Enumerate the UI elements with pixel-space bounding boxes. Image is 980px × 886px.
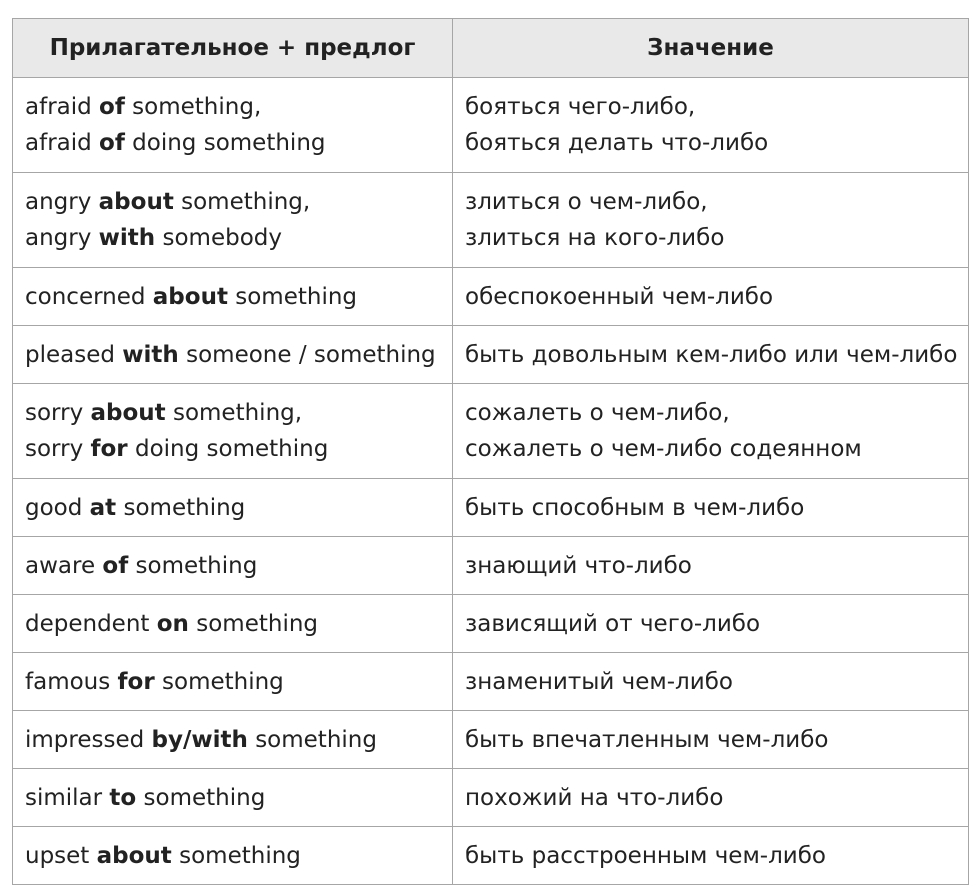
- phrase-text: good: [25, 494, 90, 521]
- meaning-line: быть расстроенным чем-либо: [465, 842, 827, 869]
- phrase-line: [25, 220, 440, 256]
- meaning-line: быть довольным кем-либо или чем-либо: [465, 341, 958, 368]
- phrase-text: something: [227, 283, 358, 310]
- preposition: by/with: [151, 726, 248, 753]
- table-row: [13, 384, 969, 479]
- phrase-cell: [13, 769, 453, 827]
- phrase-line: [25, 184, 440, 220]
- table-row: [13, 595, 969, 653]
- preposition: about: [90, 400, 166, 426]
- preposition: about: [152, 283, 228, 310]
- meaning-line: злиться о чем-либо,: [465, 189, 708, 215]
- phrase-text: similar: [25, 784, 110, 811]
- phrase-line: [25, 722, 440, 758]
- phrase-text: dependent: [25, 610, 157, 637]
- phrase-text: impressed: [25, 726, 152, 753]
- table-row: [13, 653, 969, 711]
- header-adjective-preposition: Прилагательное + предлог: [13, 19, 453, 78]
- meaning-line: зависящий от чего-либо: [465, 610, 761, 637]
- preposition: of: [99, 94, 125, 120]
- phrase-line: [25, 279, 440, 315]
- meaning-cell: [453, 268, 969, 326]
- phrase-text: doing something: [127, 436, 329, 462]
- phrase-text: aware: [25, 552, 103, 579]
- phrase-text: angry: [25, 189, 99, 215]
- phrase-cell: [13, 537, 453, 595]
- header-row: [13, 19, 969, 78]
- preposition: about: [98, 189, 174, 215]
- phrase-line: [25, 395, 440, 431]
- preposition: for: [90, 436, 128, 462]
- phrase-text: angry: [25, 225, 99, 251]
- meaning-cell: [453, 384, 969, 479]
- meaning-cell: [453, 326, 969, 384]
- table-row: [13, 827, 969, 885]
- table-row: [13, 769, 969, 827]
- phrase-line: [25, 548, 440, 584]
- meaning-line: сожалеть о чем-либо содеянном: [465, 436, 862, 462]
- table-container: [12, 18, 968, 885]
- meaning-line: сожалеть о чем-либо,: [465, 400, 730, 426]
- meaning-line: знаменитый чем-либо: [465, 668, 733, 695]
- meaning-line: быть впечатленным чем-либо: [465, 726, 829, 753]
- meaning-line: быть способным в чем-либо: [465, 494, 805, 521]
- phrase-line: [25, 431, 440, 467]
- meaning-line: похожий на что-либо: [465, 784, 724, 811]
- table-body: [13, 78, 969, 885]
- meaning-cell: [453, 827, 969, 885]
- table-row: [13, 479, 969, 537]
- meaning-cell: [453, 479, 969, 537]
- phrase-text: sorry: [25, 436, 91, 462]
- phrase-text: afraid: [25, 94, 100, 120]
- phrase-line: [25, 337, 440, 373]
- phrase-cell: [13, 326, 453, 384]
- meaning-line: знающий что-либо: [465, 552, 692, 579]
- phrase-text: sorry: [25, 400, 91, 426]
- table-row: [13, 173, 969, 268]
- phrase-text: concerned: [25, 283, 153, 310]
- phrase-line: [25, 606, 440, 642]
- phrase-text: doing something: [124, 130, 326, 156]
- phrase-cell: [13, 827, 453, 885]
- phrase-text: something: [136, 784, 266, 811]
- phrase-text: upset: [25, 842, 97, 869]
- meaning-cell: [453, 711, 969, 769]
- phrase-line: [25, 780, 440, 816]
- meaning-cell: [453, 769, 969, 827]
- meaning-cell: [453, 173, 969, 268]
- phrase-text: something: [247, 726, 377, 753]
- phrase-cell: [13, 173, 453, 268]
- phrase-text: something: [188, 610, 319, 637]
- meaning-line: бояться делать что-либо: [465, 130, 769, 156]
- meaning-line: злиться на кого-либо: [465, 225, 725, 251]
- phrase-cell: [13, 711, 453, 769]
- preposition: of: [102, 552, 129, 579]
- preposition: on: [156, 610, 189, 637]
- table-row: [13, 537, 969, 595]
- phrase-line: [25, 664, 440, 700]
- phrase-text: famous: [25, 668, 118, 695]
- phrase-text: something: [154, 668, 284, 695]
- table-row: [13, 268, 969, 326]
- phrase-cell: [13, 479, 453, 537]
- preposition: at: [89, 494, 117, 521]
- phrase-text: somebody: [155, 225, 282, 251]
- phrase-line: [25, 125, 440, 161]
- meaning-line: обеспокоенный чем-либо: [465, 283, 774, 310]
- phrase-cell: [13, 78, 453, 173]
- phrase-line: [25, 838, 440, 874]
- phrase-line: [25, 89, 440, 125]
- preposition: of: [99, 130, 125, 156]
- preposition: with: [98, 225, 156, 251]
- preposition: with: [122, 341, 179, 368]
- phrase-line: [25, 490, 440, 526]
- meaning-cell: [453, 537, 969, 595]
- table-row: [13, 711, 969, 769]
- phrase-text: someone / something: [178, 341, 436, 368]
- phrase-text: something,: [165, 400, 303, 426]
- phrase-cell: [13, 384, 453, 479]
- phrase-text: afraid: [25, 130, 100, 156]
- preposition: about: [96, 842, 172, 869]
- phrase-cell: [13, 653, 453, 711]
- phrase-text: something,: [124, 94, 262, 120]
- header-meaning: Значение: [453, 19, 969, 78]
- phrase-text: something: [116, 494, 246, 521]
- adjective-preposition-table: [12, 18, 969, 885]
- phrase-text: pleased: [25, 341, 123, 368]
- phrase-text: something,: [173, 189, 311, 215]
- meaning-line: бояться чего-либо,: [465, 94, 696, 120]
- preposition: for: [117, 668, 155, 695]
- meaning-cell: [453, 653, 969, 711]
- phrase-cell: [13, 595, 453, 653]
- phrase-text: something: [171, 842, 301, 869]
- table-row: [13, 78, 969, 173]
- phrase-text: something: [128, 552, 258, 579]
- preposition: to: [109, 784, 137, 811]
- meaning-cell: [453, 78, 969, 173]
- phrase-cell: [13, 268, 453, 326]
- meaning-cell: [453, 595, 969, 653]
- table-row: [13, 326, 969, 384]
